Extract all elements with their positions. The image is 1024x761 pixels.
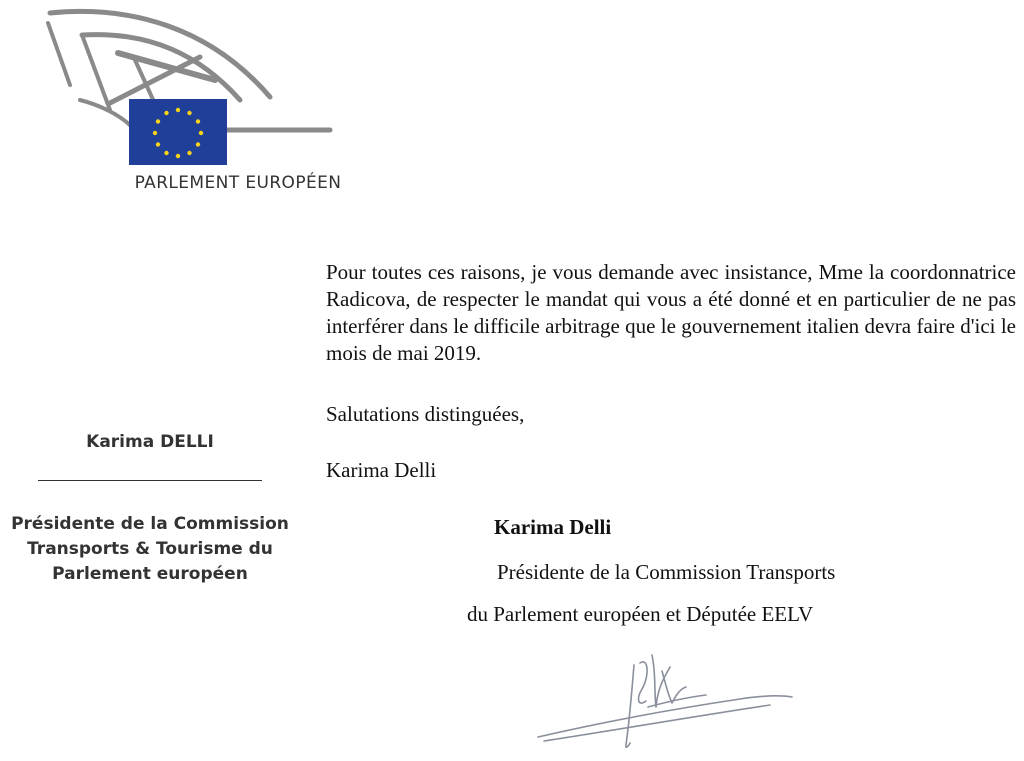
signature-title-line1: Présidente de la Commission Transports (497, 560, 836, 584)
organization-name: PARLEMENT EUROPÉEN (134, 173, 342, 193)
sidebar-title: Présidente de la Commission Transports & Tourisme du Parlement européen (11, 514, 289, 584)
signature-name: Karima Delli (494, 515, 612, 539)
letter-body: Pour toutes ces raisons, je vous demande avec insistance, Mme la coordonnatrice Radicova, de respecter le mandat qui vous a été donné et en particulier de ne pas interférer dans le difficile arbitrage que le gouvernement italien devra faire d'ici le mois de mai 2019. (326, 260, 1016, 365)
signature-title-line2: du Parlement européen et Députée EELV (467, 602, 814, 626)
signoff-name: Karima Delli (326, 458, 437, 482)
handwritten-signature (530, 645, 800, 755)
parliament-hemicycle-logo (40, 5, 340, 195)
sidebar-name: Karima DELLI (86, 432, 214, 452)
parliament-logo (40, 5, 340, 195)
divider (38, 480, 262, 481)
salutation: Salutations distinguées, (326, 402, 525, 426)
